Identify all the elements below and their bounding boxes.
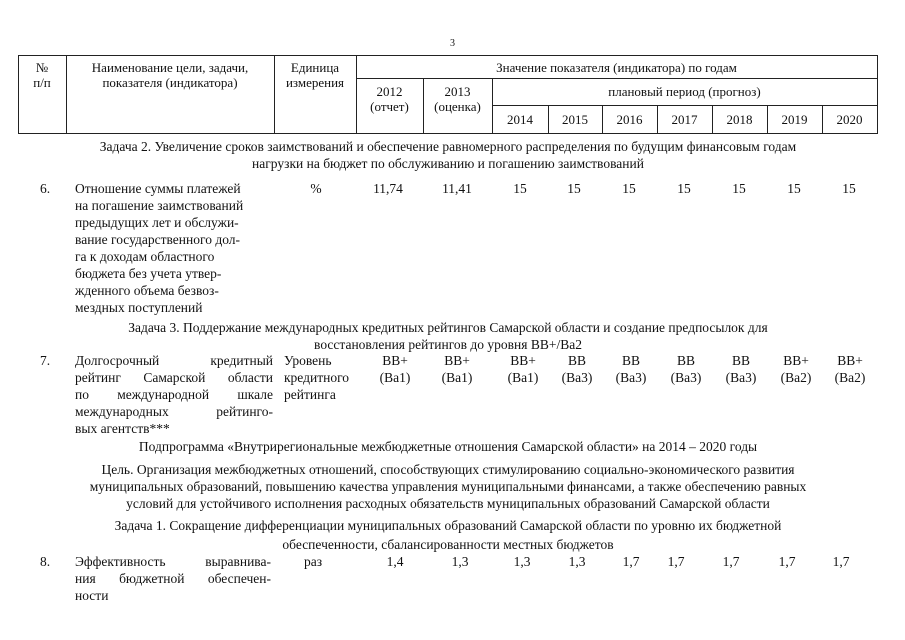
- value-cell: 11,74: [373, 181, 403, 196]
- header-value-title: Значение показателя (индикатора) по годам: [496, 60, 737, 75]
- header-name: Наименование цели, задачи, показателя (индикатора): [91, 60, 249, 90]
- header-year-2013: 2013 (оценка): [434, 84, 481, 114]
- header-unit: Единица измерения: [285, 60, 345, 90]
- value-cell: 15: [567, 181, 581, 196]
- value-cell: BB (Ba3): [670, 353, 702, 385]
- value-cell: BB+ (Ba1): [441, 353, 473, 385]
- value-cell: BB+ (Ba2): [780, 353, 812, 385]
- value-cell: 15: [732, 181, 746, 196]
- goal-heading: Цель. Организация межбюджетных отношений, способствующих стимулированию социально-экономического развития муниципальных образований, повышению качества управления муниципальными финансами, а также обеспечению равных условий для устойчивого исполнения расходных обязательств муниципальных образований Самарской области: [89, 462, 807, 511]
- value-cell: BB+ (Ba1): [507, 353, 539, 385]
- header-year: 2018: [726, 112, 753, 127]
- subprogram-heading: Подпрограмма «Внутрирегиональные межбюджетные отношения Самарской области» на 2014 – 2020 годы: [138, 439, 758, 454]
- indicator-name: Отношение суммы платежей на погашение заимствований предыдущих лет и обслужи- вание государственного дол- га к доходам областного бюджета без учета утвер- жденного объема безвоз- мездных поступлений: [75, 181, 244, 315]
- task-2-heading: Задача 2. Увеличение сроков заимствований и обеспечение равномерного распределения по будущим финансовым годам нагрузки на бюджет по обслуживанию и погашению заимствований: [99, 139, 797, 171]
- page-number: 3: [450, 38, 455, 49]
- value-cell: 1,7: [667, 554, 685, 569]
- unit: %: [310, 181, 322, 196]
- value-cell: BB (Ba3): [615, 353, 647, 385]
- value-cell: BB (Ba3): [561, 353, 593, 385]
- value-cell: BB+ (Ba1): [379, 353, 411, 385]
- value-cell: 15: [513, 181, 527, 196]
- value-cell: 1,7: [832, 554, 850, 569]
- header-year: 2015: [562, 112, 588, 127]
- value-cell: 15: [842, 181, 856, 196]
- header-year: 2014: [507, 112, 533, 127]
- value-cell: 1,3: [451, 554, 469, 569]
- header-number: № п/п: [33, 60, 51, 90]
- value-cell: 15: [787, 181, 801, 196]
- header-year: 2017: [671, 112, 698, 127]
- value-cell: 1,7: [778, 554, 796, 569]
- header-year: 2020: [836, 112, 863, 127]
- unit: Уровень кредитного рейтинга: [284, 353, 350, 402]
- value-cell: BB (Ba3): [725, 353, 757, 385]
- value-cell: 15: [677, 181, 691, 196]
- value-cell: 1,7: [622, 554, 640, 569]
- header-year: 2016: [616, 112, 643, 127]
- task-1-heading: Задача 1. Сокращение дифференциации муниципальных образований Самарской области по уровню их бюджетной обеспеченности, сбалансированности местных бюджетов: [114, 518, 782, 552]
- unit: раз: [304, 554, 323, 569]
- value-cell: 11,41: [442, 181, 472, 196]
- row-number: 6.: [40, 181, 51, 196]
- task-3-heading: Задача 3. Поддержание международных кредитных рейтингов Самарской области и создание предпосылок для восстановления рейтингов до уровня BB+/Ba2: [128, 320, 768, 352]
- indicator-name: Эффективность выравнива- ния бюджетной обеспечен- ности: [75, 554, 271, 603]
- value-cell: BB+ (Ba2): [834, 353, 866, 385]
- header-planned-period: плановый период (прогноз): [608, 84, 761, 99]
- value-cell: 1,7: [722, 554, 740, 569]
- value-cell: 1,3: [513, 554, 531, 569]
- header-year-2012: 2012 (отчет): [370, 84, 409, 114]
- value-cell: 15: [622, 181, 636, 196]
- row-number: 7.: [40, 353, 51, 368]
- header-year: 2019: [781, 112, 808, 127]
- value-cell: 1,3: [568, 554, 586, 569]
- row-number: 8.: [40, 554, 51, 569]
- value-cell: 1,4: [386, 554, 404, 569]
- indicator-name: Долгосрочный кредитный рейтинг Самарской области по международной шкале международных рейтинго- вых агентств***: [75, 353, 273, 436]
